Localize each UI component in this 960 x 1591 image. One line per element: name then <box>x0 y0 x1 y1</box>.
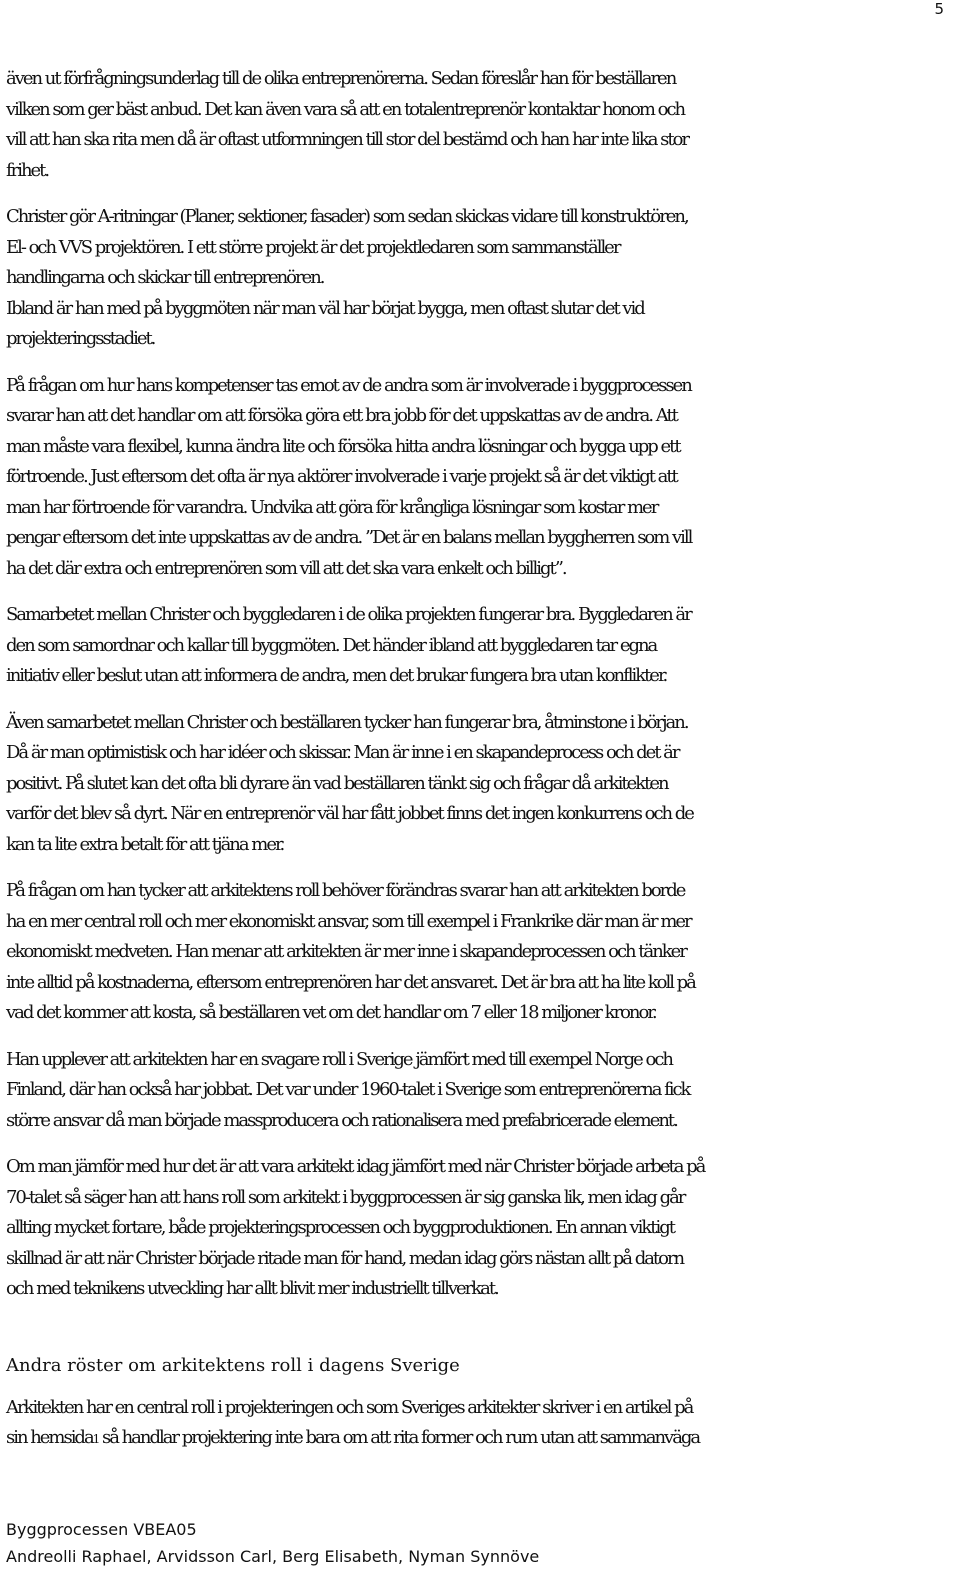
paragraph-line: den som samordnar och kallar till byggmöten. Det händer ibland att byggledaren tar egna <box>6 634 657 656</box>
paragraph-line: skillnad är att när Christer började ritade man för hand, medan idag görs nästan allt på datorn <box>6 1247 684 1269</box>
paragraph-line: El- och VVS projektören. I ett större projekt är det projektledaren som sammanställer <box>6 236 620 258</box>
paragraph-line: handlingarna och skickar till entreprenören. <box>6 267 324 288</box>
paragraph-line: Samarbetet mellan Christer och byggledaren i de olika projekten fungerar bra. Byggledaren är <box>6 604 691 625</box>
paragraph-list <box>6 64 946 1305</box>
paragraph-line: vilken som ger bäst anbud. Det kan även vara så att en totalentreprenör kontaktar honom och <box>6 98 685 120</box>
line-2-before: sin hemsida <box>6 1427 93 1448</box>
paragraph <box>6 1045 946 1137</box>
paragraph-line: ha en mer central roll och mer ekonomiskt ansvar, som till exempel i Frankrike där man är mer <box>6 910 691 932</box>
paragraph <box>6 1152 946 1305</box>
paragraph-line: även ut förfrågningsunderlag till de olika entreprenörerna. Sedan föreslår han för beställaren <box>6 68 676 89</box>
page-number: 5 <box>934 0 944 18</box>
paragraph-line: ekonomiskt medveten. Han menar att arkitekten är mer inne i skapandeprocessen och tänker <box>6 941 686 962</box>
paragraph-line: initiativ eller beslut utan att informera de andra, men det brukar fungera bra utan konflikter. <box>6 665 667 686</box>
paragraph-line: På frågan om hur hans kompetenser tas emot av de andra som är involverade i byggprocessen <box>6 374 691 396</box>
paragraph-line: Christer gör A-ritningar (Planer, sektioner, fasader) som sedan skickas vidare till konstruktören, <box>6 206 688 227</box>
paragraph-line: frihet. <box>6 159 49 181</box>
paragraph <box>6 600 946 692</box>
paragraph-line: Då är man optimistisk och har idéer och skissar. Man är inne i en skapandeprocess och det är <box>6 742 679 763</box>
paragraph-line: På frågan om han tycker att arkitektens roll behöver förändras svarar han att arkitekten borde <box>6 880 685 901</box>
footer-authors: Andreolli Raphael, Arvidsson Carl, Berg Elisabeth, Nyman Synnöve <box>6 1547 540 1566</box>
paragraph-line: man har förtroende för varandra. Undvika att göra för krångliga lösningar som kostar mer <box>6 496 658 518</box>
paragraph-line: inte alltid på kostnaderna, eftersom entreprenören har det ansvaret. Det är bra att ha lite koll på <box>6 971 695 993</box>
final-paragraph-line-1: Arkitekten har en central roll i projekteringen och som Sveriges arkitekter skriver i en artikel på <box>6 1396 693 1418</box>
paragraph-line: varför det blev så dyrt. När en entreprenör väl har fått jobbet finns det ingen konkurrens och de <box>6 803 693 824</box>
paragraph-line: man måste vara flexibel, kunna ändra lite och försöka hitta andra lösningar och bygga upp ett <box>6 435 680 457</box>
paragraph-line: Finland, där han också har jobbat. Det var under 1960-talet i Sverige som entreprenörerna fick <box>6 1079 690 1100</box>
paragraph-line: vad det kommer att kosta, så beställaren vet om det handlar om 7 eller 18 miljoner kronor. <box>6 1002 656 1023</box>
paragraph-line: större ansvar då man började massproducera och rationalisera med prefabricerade element. <box>6 1109 677 1131</box>
paragraph-line: projekteringsstadiet. <box>6 328 155 349</box>
paragraph-line: förtroende. Just eftersom det ofta är nya aktörer involverade i varje projekt så är det viktigt att <box>6 466 677 487</box>
paragraph-line: 70-talet så säger han att hans roll som arkitekt i byggprocessen är sig ganska lik, men idag går <box>6 1186 685 1208</box>
paragraph <box>6 708 946 861</box>
footnote-marker[interactable]: 1 <box>92 1432 99 1446</box>
paragraph <box>6 64 946 186</box>
final-paragraph-line-2 <box>6 1423 946 1455</box>
paragraph <box>6 371 946 585</box>
paragraph <box>6 202 946 355</box>
paragraph-line: pengar eftersom det inte uppskattas av de andra. ”Det är en balans mellan byggherren som vill <box>6 527 692 548</box>
section-heading: Andra röster om arkitektens roll i dagens Sverige <box>6 1354 460 1376</box>
paragraph-line: Han upplever att arkitekten har en svagare roll i Sverige jämfört med till exempel Norge och <box>6 1048 672 1070</box>
paragraph-line: Ibland är han med på byggmöten när man väl har börjat bygga, men oftast slutar det vid <box>6 297 644 319</box>
paragraph-line: och med teknikens utveckling har allt blivit mer industriellt tillverkat. <box>6 1278 498 1299</box>
paragraph-line: Om man jämför med hur det är att vara arkitekt idag jämfört med när Christer började arbeta på <box>6 1156 705 1177</box>
paragraph-line: positivt. På slutet kan det ofta bli dyrare än vad beställaren tänkt sig och frågar då arkitekten <box>6 772 668 794</box>
final-paragraph <box>6 1393 946 1455</box>
footer-course: Byggprocessen VBEA05 <box>6 1520 197 1539</box>
paragraph-line: allting mycket fortare, både projekteringsprocessen och byggproduktionen. En annan viktigt <box>6 1217 674 1238</box>
paragraph-line: Även samarbetet mellan Christer och beställaren tycker han fungerar bra, åtminstone i början. <box>6 711 688 733</box>
paragraph-line: vill att han ska rita men då är oftast utformningen till stor del bestämd och han har inte lika stor <box>6 129 688 150</box>
paragraph <box>6 876 946 1029</box>
page-footer <box>6 1516 539 1570</box>
paragraph-line: kan ta lite extra betalt för att tjäna mer. <box>6 833 284 855</box>
line-2-after: så handlar projektering inte bara om att rita former och rum utan att sammanväga <box>98 1427 700 1448</box>
document-body <box>6 64 946 1455</box>
paragraph-line: svarar han att det handlar om att försöka göra ett bra jobb för det uppskattas av de andra. Att <box>6 405 677 426</box>
paragraph-line: ha det där extra och entreprenören som vill att det ska vara enkelt och billigt”. <box>6 557 566 579</box>
